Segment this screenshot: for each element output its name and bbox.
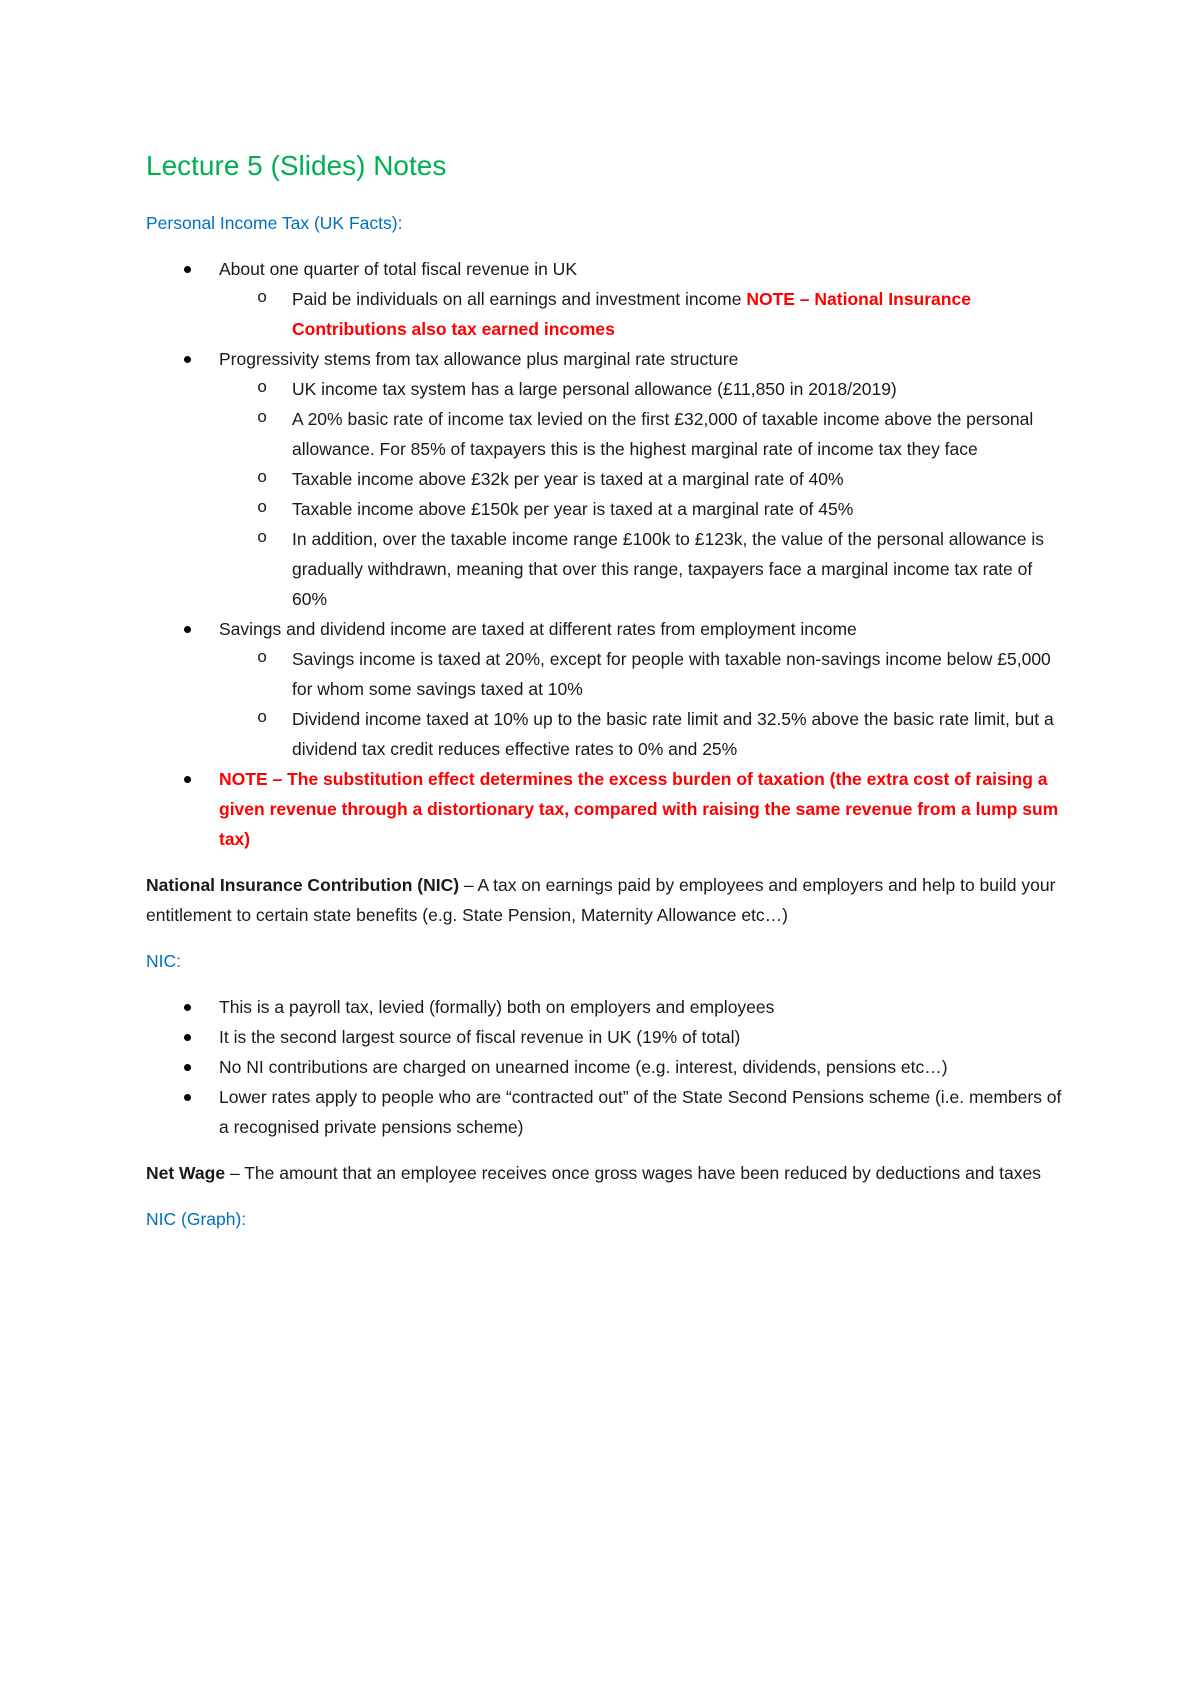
sub-list-item-text: A 20% basic rate of income tax levied on the first £32,000 of taxable income above the personal allowance. For 85% of taxpayers this is the highest marginal rate of income tax they face	[292, 409, 1034, 459]
sub-list	[219, 284, 1066, 344]
sub-list-item-text: UK income tax system has a large personal allowance (£11,850 in 2018/2019)	[292, 379, 897, 399]
list-item-text: No NI contributions are charged on unearned income (e.g. interest, dividends, pensions etc…)	[219, 1057, 948, 1077]
bullet-icon	[184, 266, 191, 273]
sub-list-item	[219, 494, 1066, 524]
sub-list-item-text: In addition, over the taxable income range £100k to £123k, the value of the personal allowance is gradually withdrawn, meaning that over this range, taxpayers face a marginal income tax rate of 60%	[292, 529, 1045, 609]
list-item-text: Lower rates apply to people who are “contracted out” of the State Second Pensions scheme (i.e. members of a recognised private pensions scheme)	[219, 1087, 1062, 1137]
circle-bullet-icon: o	[257, 289, 268, 308]
sub-list-item-text: Paid be individuals on all earnings and investment income	[292, 289, 747, 309]
circle-bullet-icon: o	[257, 649, 268, 668]
sub-list-item-text: Taxable income above £32k per year is taxed at a marginal rate of 40%	[292, 469, 844, 489]
circle-bullet-icon: o	[257, 409, 268, 428]
sub-list-item	[219, 644, 1066, 704]
list-item-text: This is a payroll tax, levied (formally) both on employers and employees	[219, 997, 775, 1017]
list-item-text: Progressivity stems from tax allowance plus marginal rate structure	[219, 349, 739, 369]
bullet-icon	[184, 1004, 191, 1011]
sub-list-item	[219, 284, 1066, 344]
sub-list-item	[219, 704, 1066, 764]
note-text: NOTE – The substitution effect determines the excess burden of taxation (the extra cost of raising a given revenue through a distortionary tax, compared with raising the same revenue from a lump sum tax)	[219, 769, 1059, 849]
note-text: NOTE – National Insurance Contributions also tax earned incomes	[292, 289, 971, 339]
section-heading-nic-graph: NIC (Graph):	[146, 1209, 247, 1229]
list-item-text: About one quarter of total fiscal revenue in UK	[219, 259, 577, 279]
definition-term: National Insurance Contribution (NIC)	[146, 875, 460, 895]
sub-list	[219, 644, 1066, 764]
list-item	[146, 1022, 1066, 1052]
circle-bullet-icon: o	[257, 469, 268, 488]
list-item	[146, 614, 1066, 764]
definition-text: – The amount that an employee receives once gross wages have been reduced by deductions and taxes	[225, 1163, 1041, 1183]
sub-list-item-text: Savings income is taxed at 20%, except for people with taxable non-savings income below £5,000 for whom some savings taxed at 10%	[292, 649, 1051, 699]
sub-list-item	[219, 374, 1066, 404]
circle-bullet-icon: o	[257, 499, 268, 518]
income-tax-list	[146, 254, 1066, 854]
list-item	[146, 992, 1066, 1022]
sub-list-item	[219, 404, 1066, 464]
list-item-text: It is the second largest source of fiscal revenue in UK (19% of total)	[219, 1027, 741, 1047]
page-title: Lecture 5 (Slides) Notes	[146, 150, 447, 181]
list-item-text: Savings and dividend income are taxed at different rates from employment income	[219, 619, 857, 639]
circle-bullet-icon: o	[257, 709, 268, 728]
list-item	[146, 1082, 1066, 1142]
nic-definition	[146, 870, 1066, 930]
circle-bullet-icon: o	[257, 379, 268, 398]
list-item	[146, 1052, 1066, 1082]
section-heading-income-tax: Personal Income Tax (UK Facts):	[146, 213, 403, 233]
bullet-icon	[184, 1064, 191, 1071]
definition-term: Net Wage	[146, 1163, 226, 1183]
net-wage-definition	[146, 1158, 1066, 1188]
bullet-icon	[184, 626, 191, 633]
list-item	[146, 344, 1066, 614]
sub-list-item-text: Dividend income taxed at 10% up to the basic rate limit and 32.5% above the basic rate limit, but a dividend tax credit reduces effective rates to 0% and 25%	[292, 709, 1054, 759]
bullet-icon	[184, 776, 191, 783]
bullet-icon	[184, 1034, 191, 1041]
sub-list-item-text: Taxable income above £150k per year is taxed at a marginal rate of 45%	[292, 499, 854, 519]
bullet-icon	[184, 1094, 191, 1101]
nic-list	[146, 992, 1066, 1142]
sub-list-item	[219, 464, 1066, 494]
sub-list-item	[219, 524, 1066, 614]
document-content	[146, 148, 1066, 1250]
list-item	[146, 764, 1066, 854]
bullet-icon	[184, 356, 191, 363]
list-item	[146, 254, 1066, 344]
section-heading-nic: NIC:	[146, 951, 181, 971]
sub-list	[219, 374, 1066, 614]
circle-bullet-icon: o	[257, 529, 268, 548]
definition-text: – A tax on earnings paid by employees and employers and help to build your entitlement to certain state benefits (e.g. State Pension, Maternity Allowance etc…)	[146, 875, 1056, 925]
